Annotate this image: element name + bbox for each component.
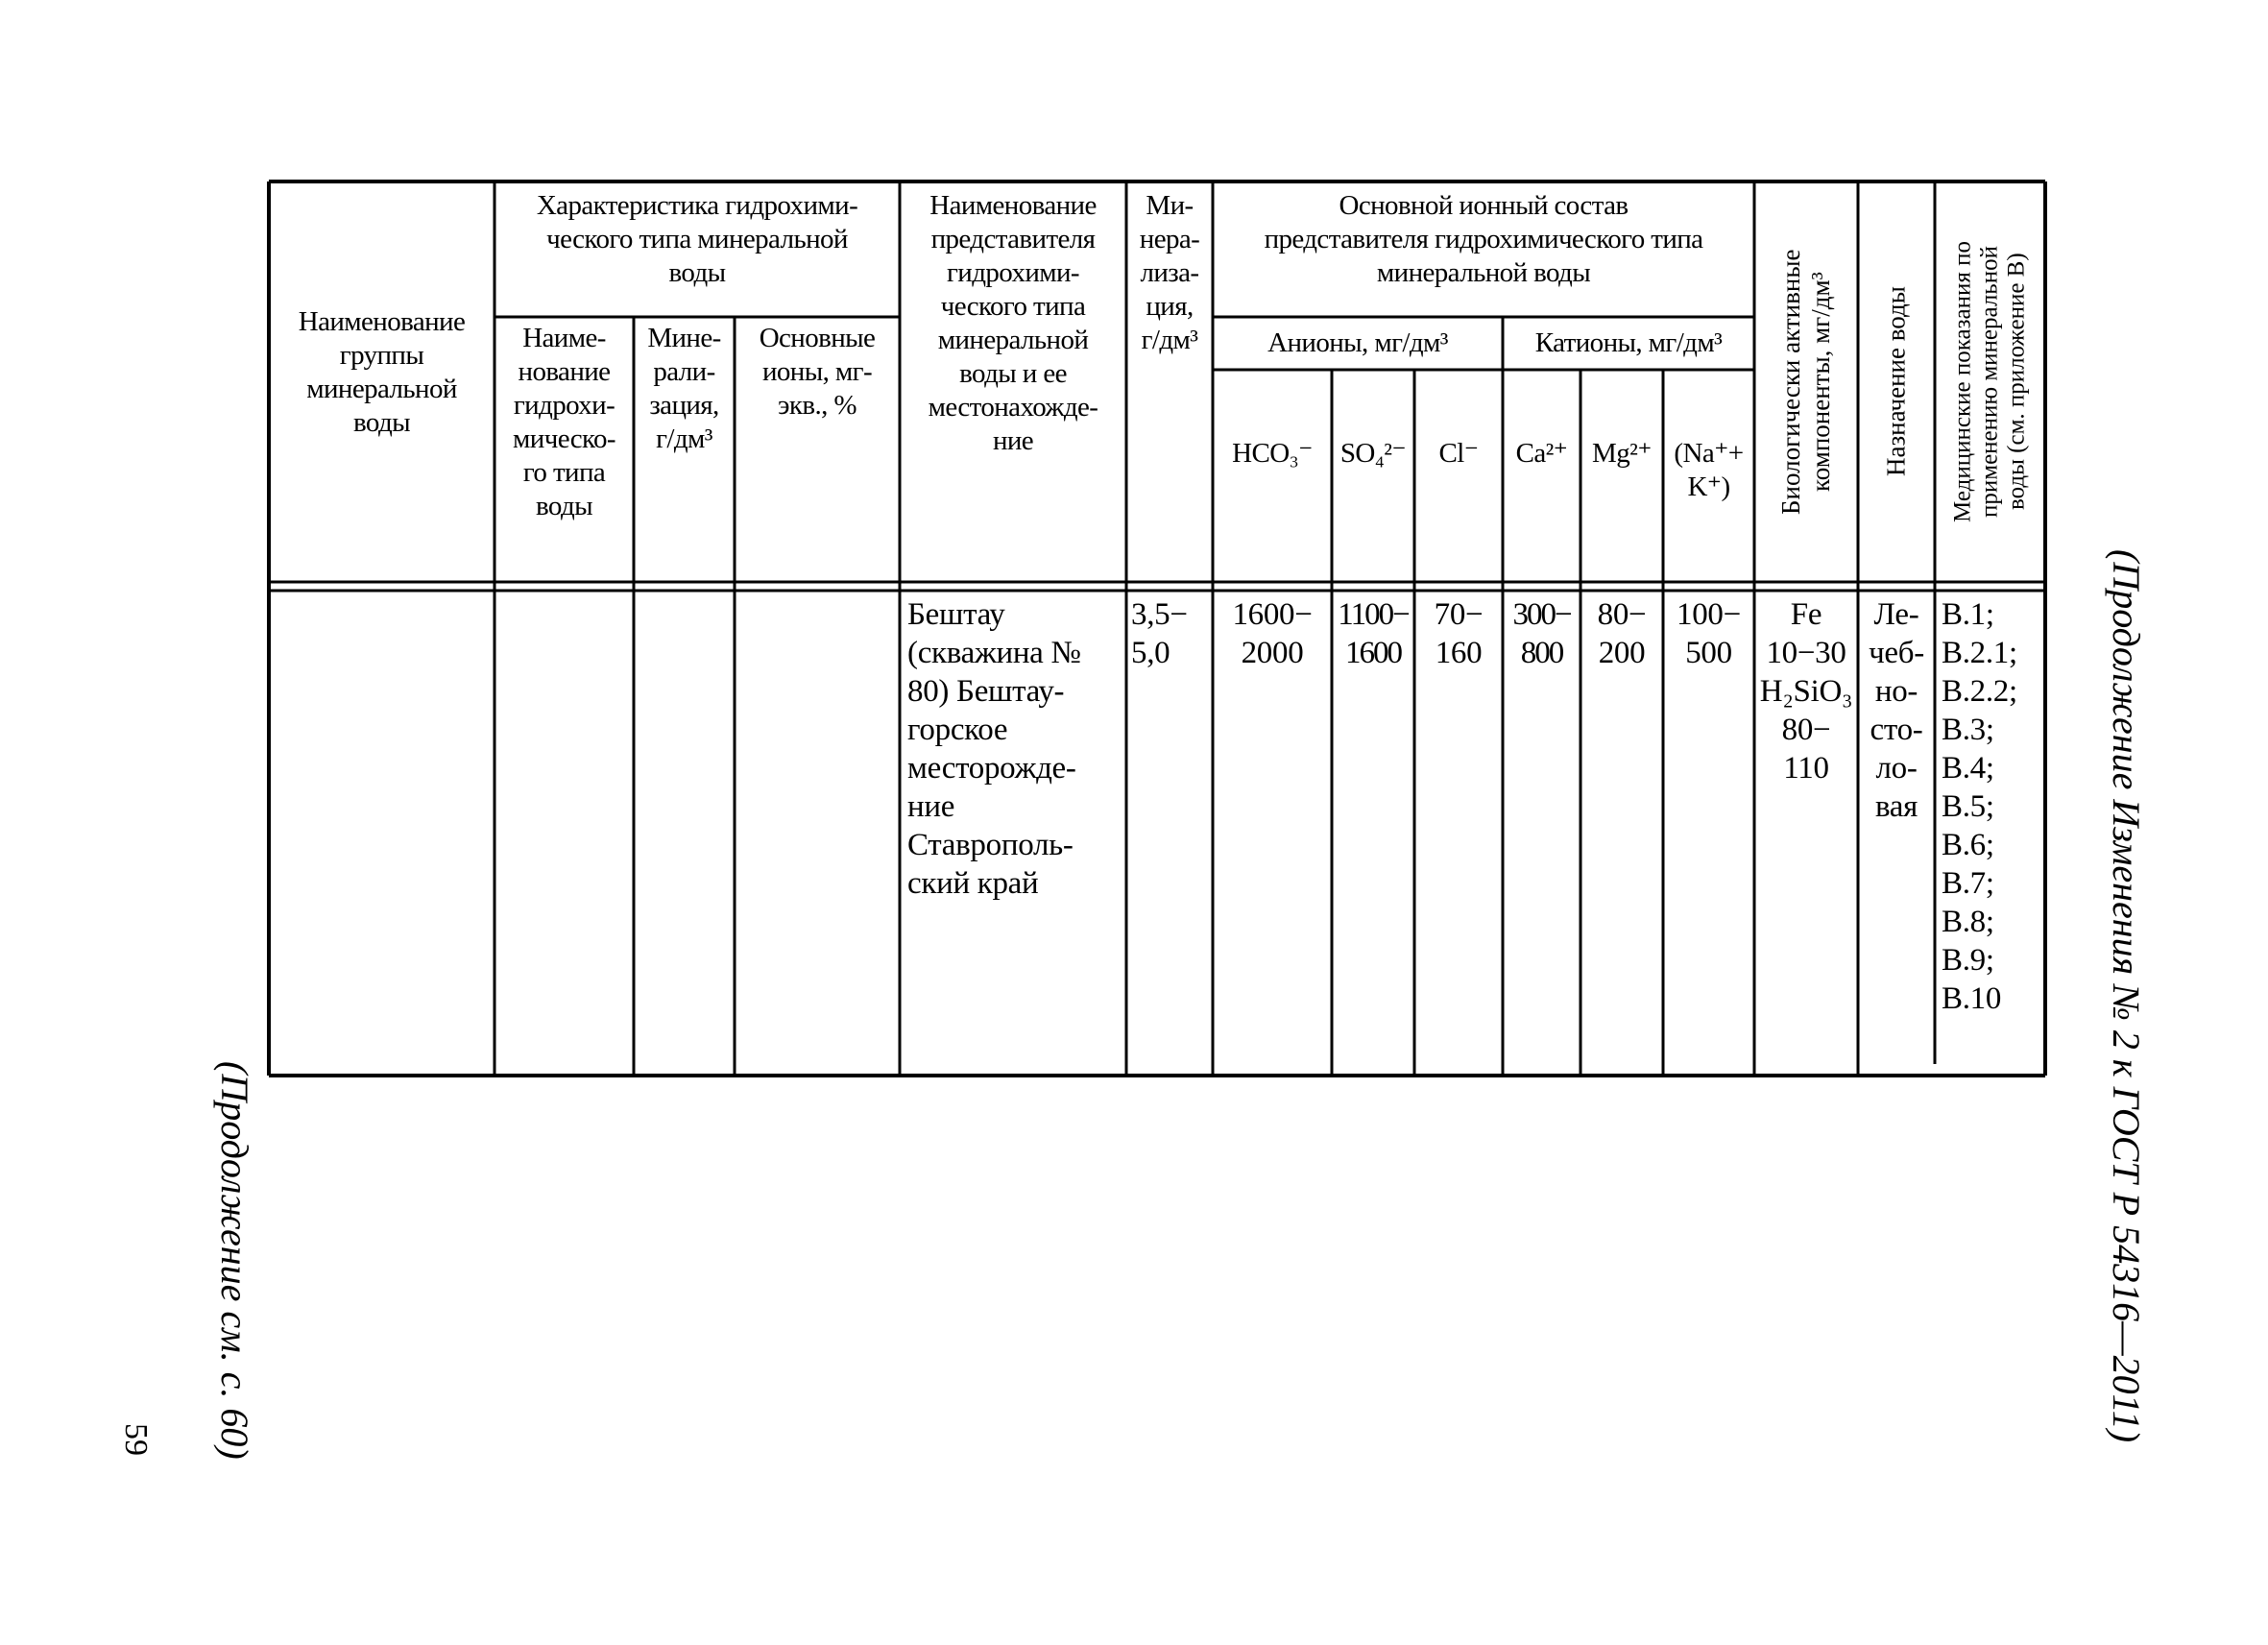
header-cations: Катионы, мг/дм³	[1534, 327, 1723, 358]
cell-hco3: 1600− 2000	[1232, 597, 1313, 670]
cell-medical: В.1; В.2.1; В.2.2; В.3; В.4; В.5; В.6; В.7; В.8; В.9; В.10	[1942, 597, 2017, 1016]
cell-na-k: 100− 500	[1677, 597, 1741, 670]
header-medical: Медицинские показания по применению минеральной воды (см. приложение В)	[1949, 241, 2030, 522]
header-cl: Cl⁻	[1438, 438, 1479, 469]
header-characteristic: Характеристика гидрохими- ческого типа минеральной воды	[536, 190, 858, 288]
header-mg: Mg²⁺	[1592, 438, 1652, 469]
header-ca: Ca²⁺	[1515, 438, 1568, 469]
header-purpose: Назначение воды	[1881, 286, 1911, 477]
header-mineralization: Ми- нера- лиза- ция, г/дм³	[1139, 190, 1200, 355]
page-number: 59	[118, 1423, 154, 1456]
header-na-k: (Na⁺+ K⁺)	[1674, 438, 1744, 502]
running-header: (Продолжение Изменения № 2 к ГОСТ Р 54316—2011)	[2105, 549, 2148, 1443]
cell-mineralization: 3,5− 5,0	[1131, 597, 1188, 670]
cell-so4: 1100− 1600	[1338, 597, 1409, 670]
cell-mg: 80− 200	[1597, 597, 1647, 670]
cell-ca: 300− 800	[1512, 597, 1571, 670]
cell-purpose: Ле- чеб- но- сто- ло- вая	[1869, 597, 1924, 824]
cell-representative: Бештау (скважина № 80) Бештау- горское месторожде- ние Ставрополь- ский край	[907, 597, 1081, 901]
header-group-name: Наименование группы минеральной воды	[298, 306, 466, 438]
header-mineralization-type: Мине- рали- зация, г/дм³	[647, 323, 721, 454]
header-type-name: Наиме- нование гидрохи- мическо- го типа воды	[513, 323, 615, 521]
header-main-ions: Основные ионы, мг- экв., %	[759, 323, 876, 421]
header-ion-composition: Основной ионный состав представителя гидрохимического типа минеральной воды	[1264, 190, 1703, 288]
cell-cl: 70− 160	[1434, 597, 1484, 670]
header-hco3: HCO₃⁻	[1232, 438, 1313, 469]
header-representative: Наименование представителя гидрохими- ческого типа минеральной воды и ее местонахожде- ние	[928, 190, 1098, 456]
header-bio-components: Биологически активные компоненты, мг/дм³	[1776, 249, 1835, 515]
cell-bio-components: Fe 10−30 H₂SiO₃ 80− 110	[1759, 597, 1853, 786]
header-anions: Анионы, мг/дм³	[1267, 327, 1448, 358]
header-so4: SO₄²⁻	[1339, 438, 1407, 469]
continuation-note: (Продолжение см. с. 60)	[213, 1061, 256, 1460]
